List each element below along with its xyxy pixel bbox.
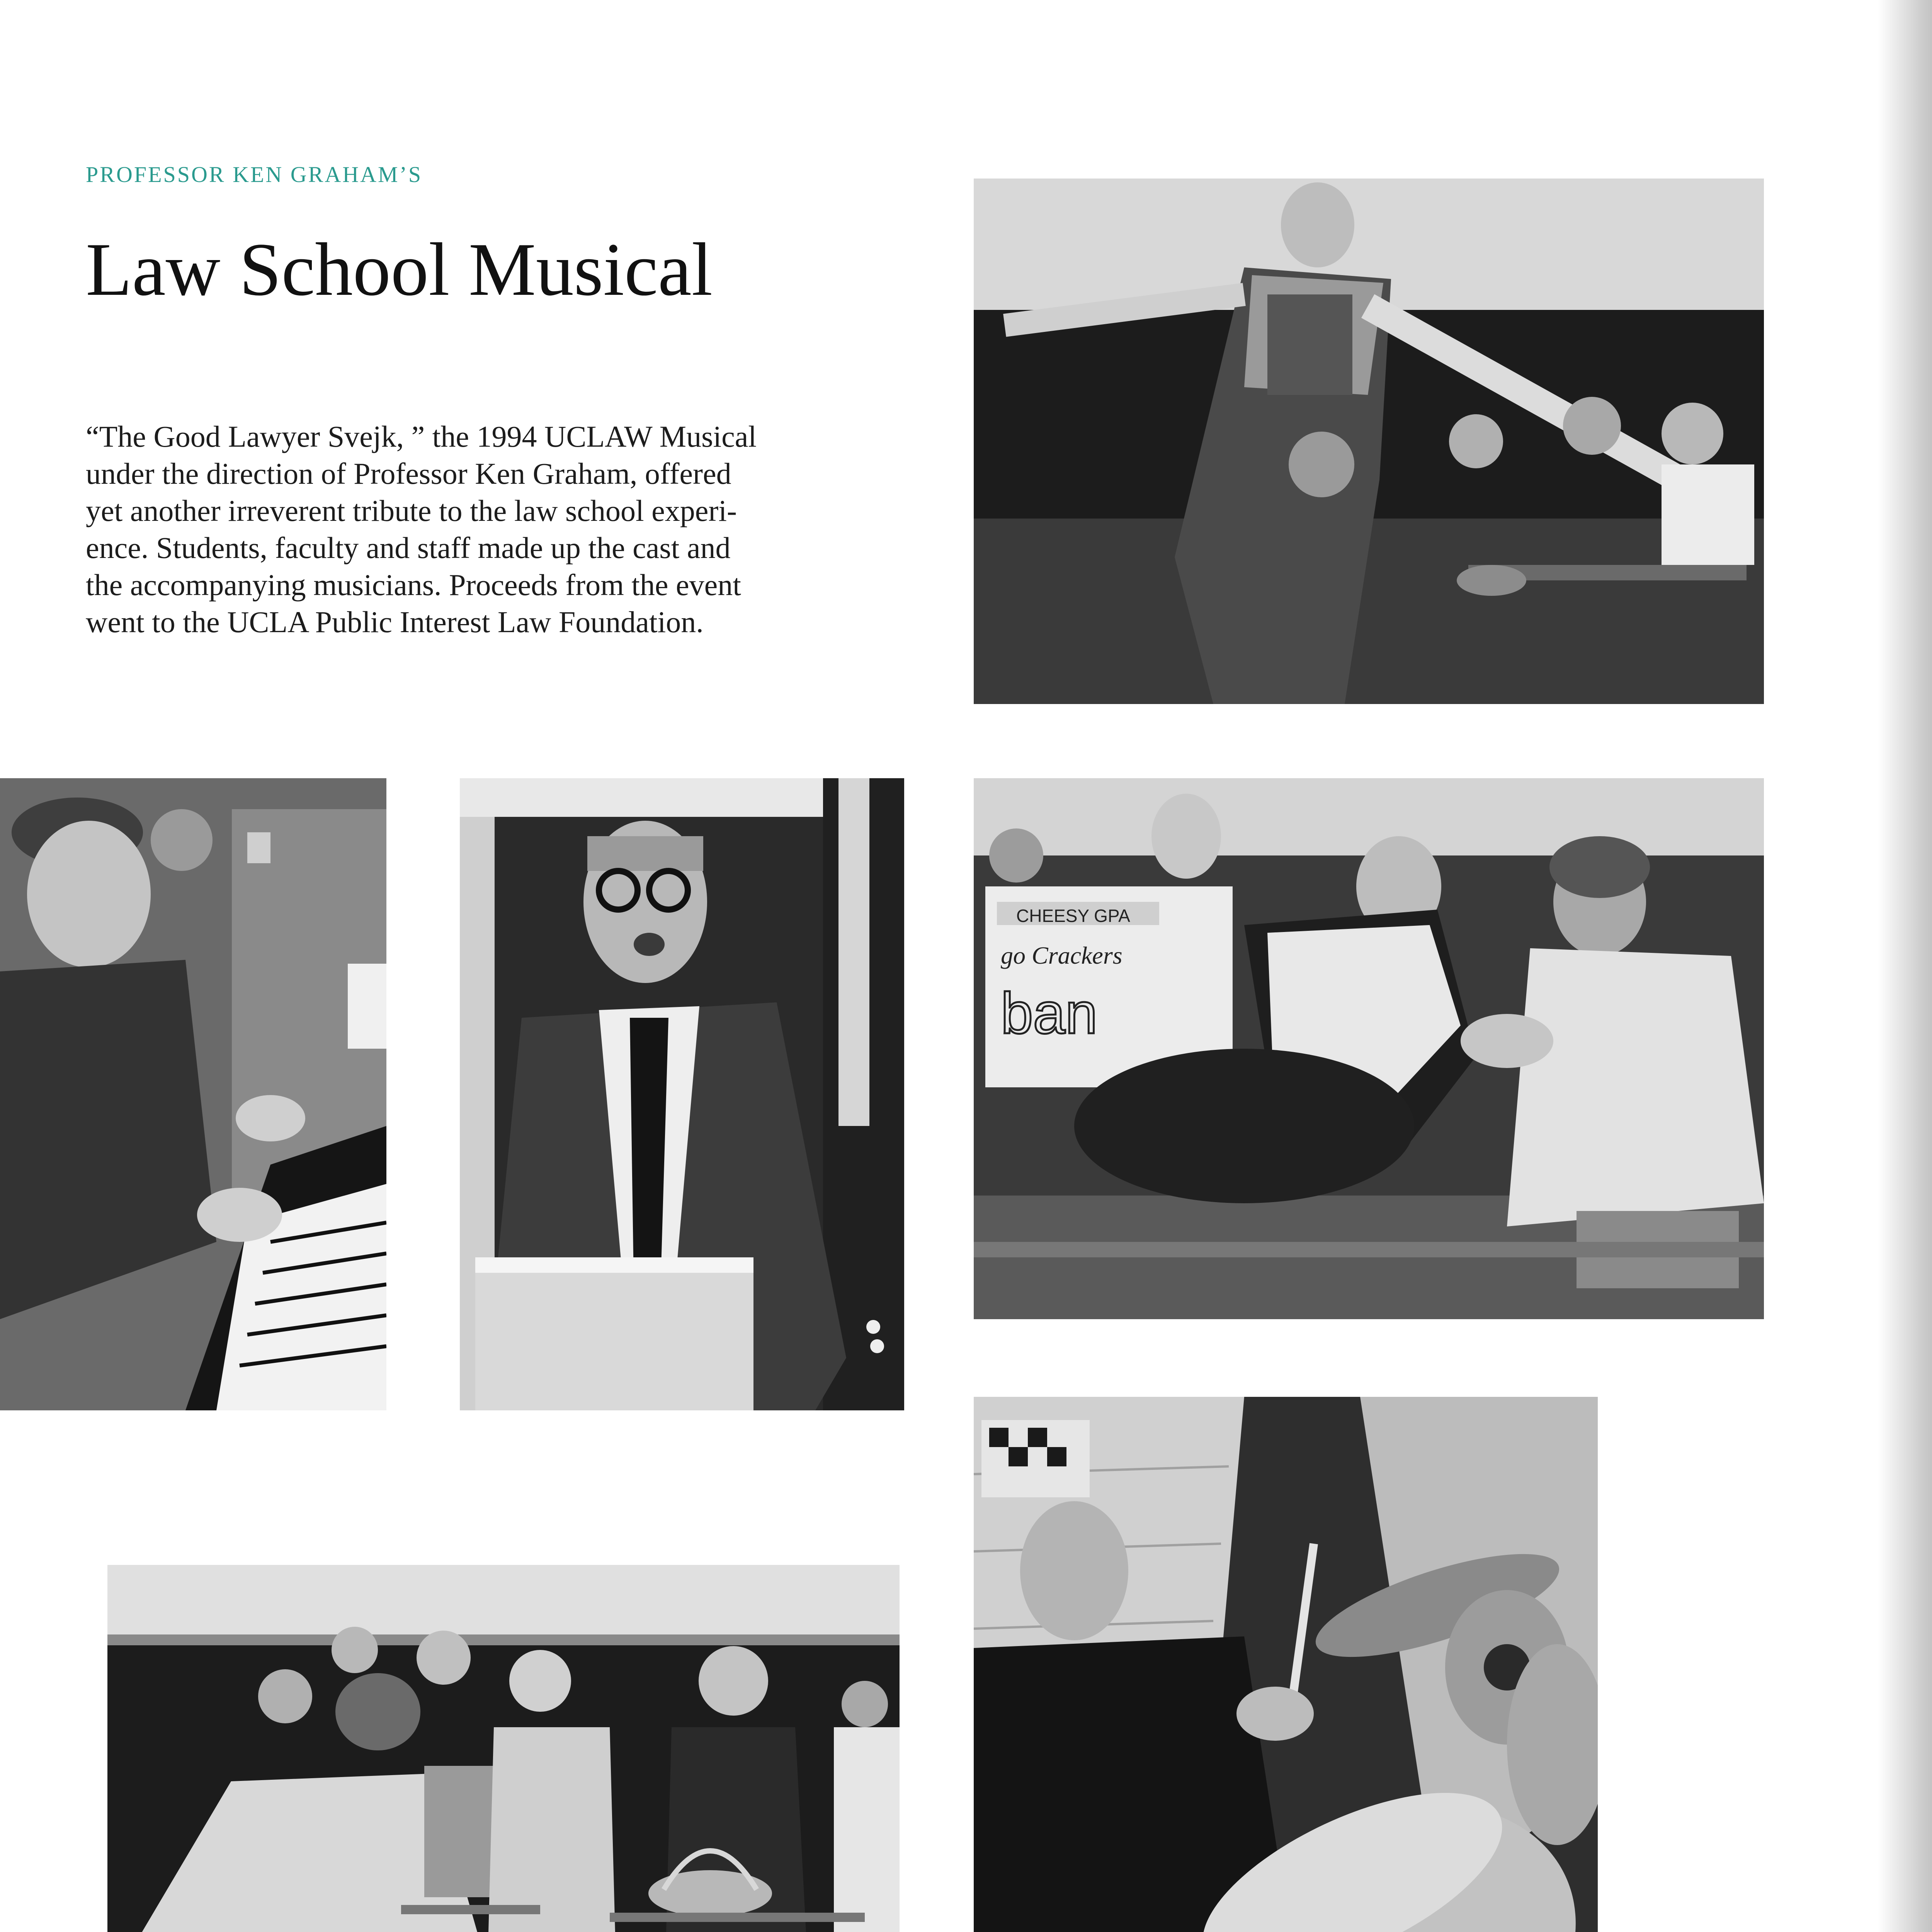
body-line: under the direction of Professor Ken Graham, offered: [86, 457, 731, 490]
body-line: the accompanying musicians. Proceeds from the event: [86, 568, 741, 602]
sign-text: go Crackers: [1001, 942, 1122, 969]
photo-pianist: [0, 778, 386, 1410]
article-body: [86, 418, 851, 641]
sign-text: ban: [1001, 981, 1098, 1046]
article-kicker: PROFESSOR KEN GRAHAM’S: [86, 162, 423, 187]
body-line: yet another irreverent tribute to the law school experi-: [86, 494, 737, 527]
article-title: Law School Musical: [86, 228, 713, 311]
body-line: “The Good Lawyer Svejk, ” the 1994 UCLAW Musical: [86, 420, 757, 453]
body-line: ence. Students, faculty and staff made up the cast and: [86, 531, 731, 565]
body-line: went to the UCLA Public Interest Law Foundation.: [86, 605, 704, 639]
photo-drummer: [974, 1397, 1598, 1932]
photo-cast-group: [107, 1565, 900, 1932]
photo-dancing-couple: [974, 778, 1764, 1319]
photo-performer-in-overalls: [974, 179, 1764, 704]
binding-shadow: [1878, 0, 1932, 1932]
photo-professor-singing: [460, 778, 904, 1410]
sign-text: CHEESY GPA: [1016, 906, 1130, 926]
